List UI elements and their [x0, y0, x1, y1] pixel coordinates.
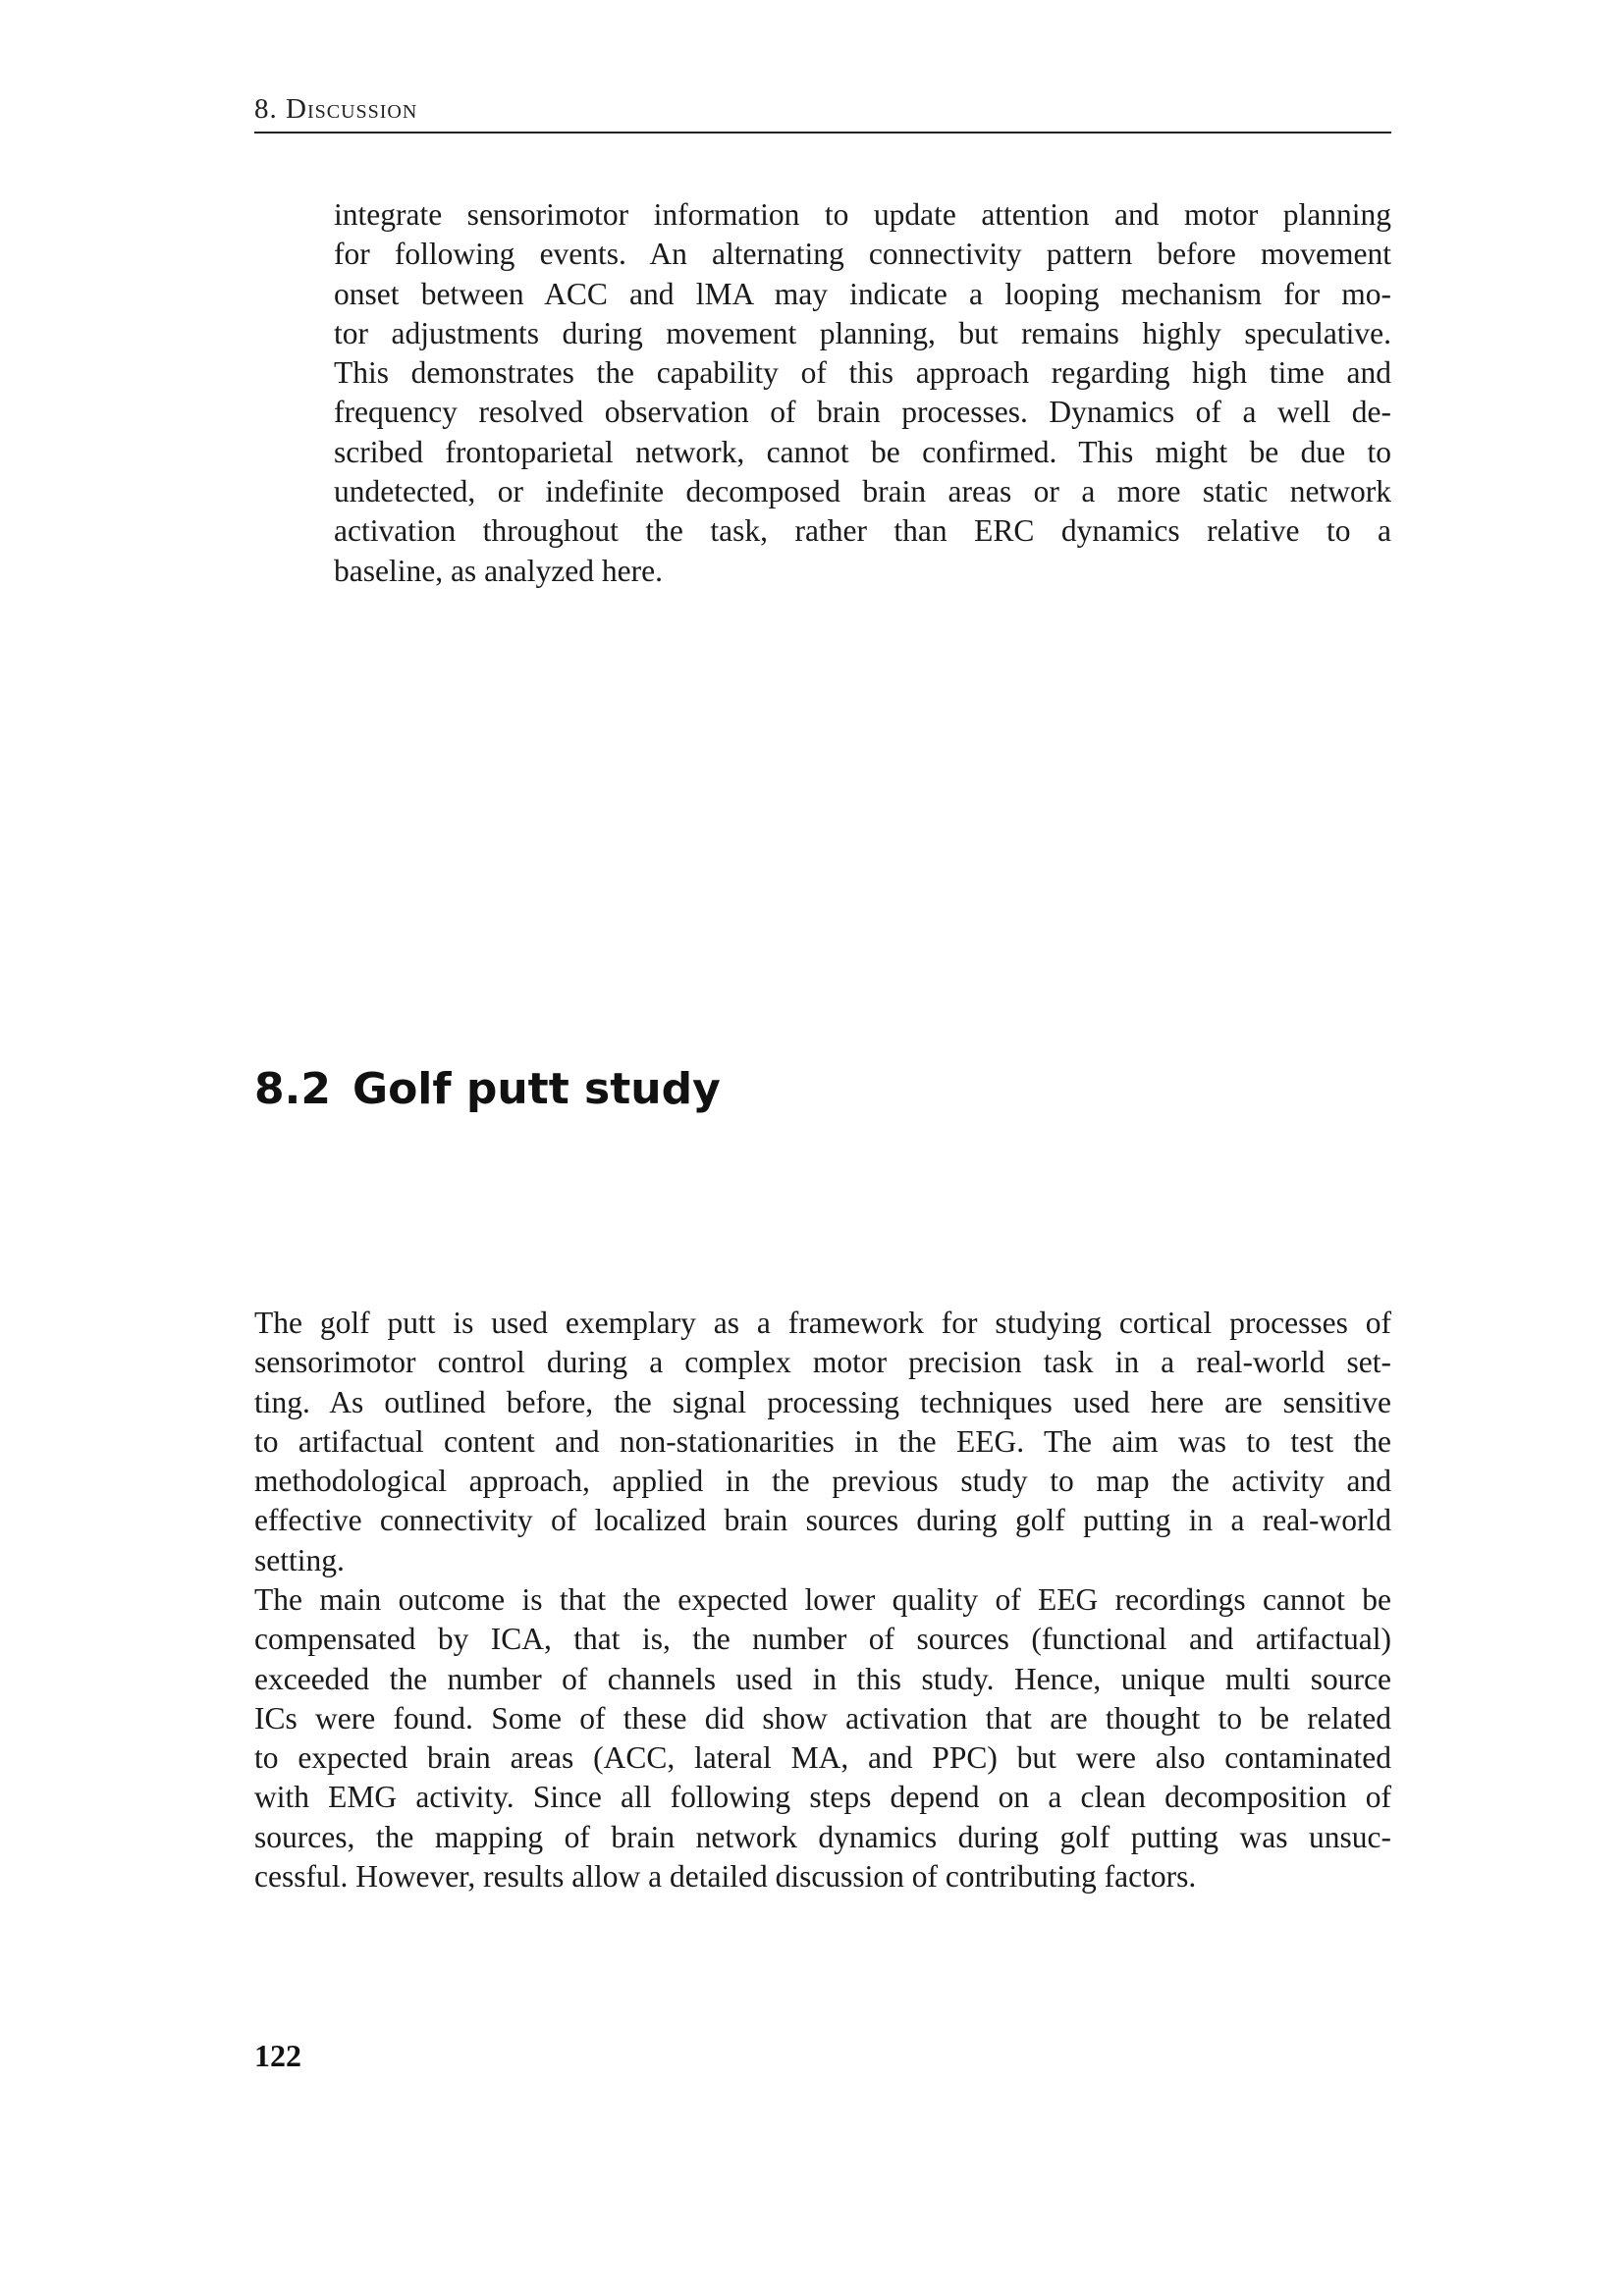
golf-intro-paragraph — [254, 1304, 1391, 1580]
text-line: integrate sensorimotor information to update attention and motor planning — [334, 197, 1391, 232]
text-line: scribed frontoparietal network, cannot be confirmed. This might be due to — [334, 434, 1391, 469]
text-line: onset between ACC and lMA may indicate a looping mechanism for mo- — [334, 276, 1391, 311]
text-line: activation throughout the task, rather than ERC dynamics relative to a — [334, 513, 1391, 549]
text-line: frequency resolved observation of brain processes. Dynamics of a well de- — [334, 395, 1391, 430]
text-line: to artifactual content and non-stationarities in the EEG. The aim was to test the — [254, 1423, 1391, 1459]
text-line: for following events. An alternating connectivity pattern before movement — [334, 237, 1391, 272]
text-line: The golf putt is used exemplary as a framework for studying cortical processes of — [254, 1306, 1391, 1340]
text-line: This demonstrates the capability of this approach regarding high time and — [334, 355, 1391, 391]
chapter-header — [254, 93, 417, 125]
chapter-number: 8. — [254, 93, 278, 125]
page-number: 122 — [254, 2038, 301, 2073]
text-line: compensated by ICA, that is, the number of sources (functional and artifactual) — [254, 1622, 1391, 1657]
text-line: setting. — [254, 1542, 345, 1577]
text-line: effective connectivity of localized brain sources during golf putting in a real-world — [254, 1503, 1391, 1538]
continued-paragraph — [334, 195, 1391, 591]
text-line: sources, the mapping of brain network dynamics during golf putting was unsuc- — [254, 1819, 1391, 1854]
text-line: baseline, as analyzed here. — [334, 553, 663, 588]
section-number: 8.2 — [254, 1064, 331, 1114]
chapter-title: Discussion — [286, 93, 418, 125]
running-header — [254, 92, 1391, 133]
text-line: ICs were found. Some of these did show activation that are thought to be related — [254, 1700, 1391, 1735]
text-line: tor adjustments during movement planning, but remains highly speculative. — [334, 315, 1391, 350]
text-line: The main outcome is that the expected lower quality of EEG recordings cannot be — [254, 1582, 1391, 1617]
text-line: undetected, or indefinite decomposed brain areas or a more static network — [334, 474, 1391, 509]
text-line: cessful. However, results allow a detailed discussion of contributing factors. — [254, 1859, 1197, 1895]
golf-outcome-paragraph — [254, 1580, 1391, 1896]
section-title: Golf putt study — [352, 1064, 721, 1114]
text-line: to expected brain areas (ACC, lateral MA, and PPC) but were also contaminated — [254, 1740, 1391, 1776]
section-heading — [254, 1062, 721, 1117]
text-line: exceeded the number of channels used in this study. Hence, unique multi source — [254, 1661, 1391, 1696]
text-line: sensorimotor control during a complex motor precision task in a real-world set- — [254, 1345, 1391, 1380]
text-line: methodological approach, applied in the previous study to map the activity and — [254, 1464, 1391, 1499]
text-line: with EMG activity. Since all following steps depend on a clean decomposition of — [254, 1780, 1391, 1815]
text-line: ting. As outlined before, the signal processing techniques used here are sensitive — [254, 1384, 1391, 1419]
